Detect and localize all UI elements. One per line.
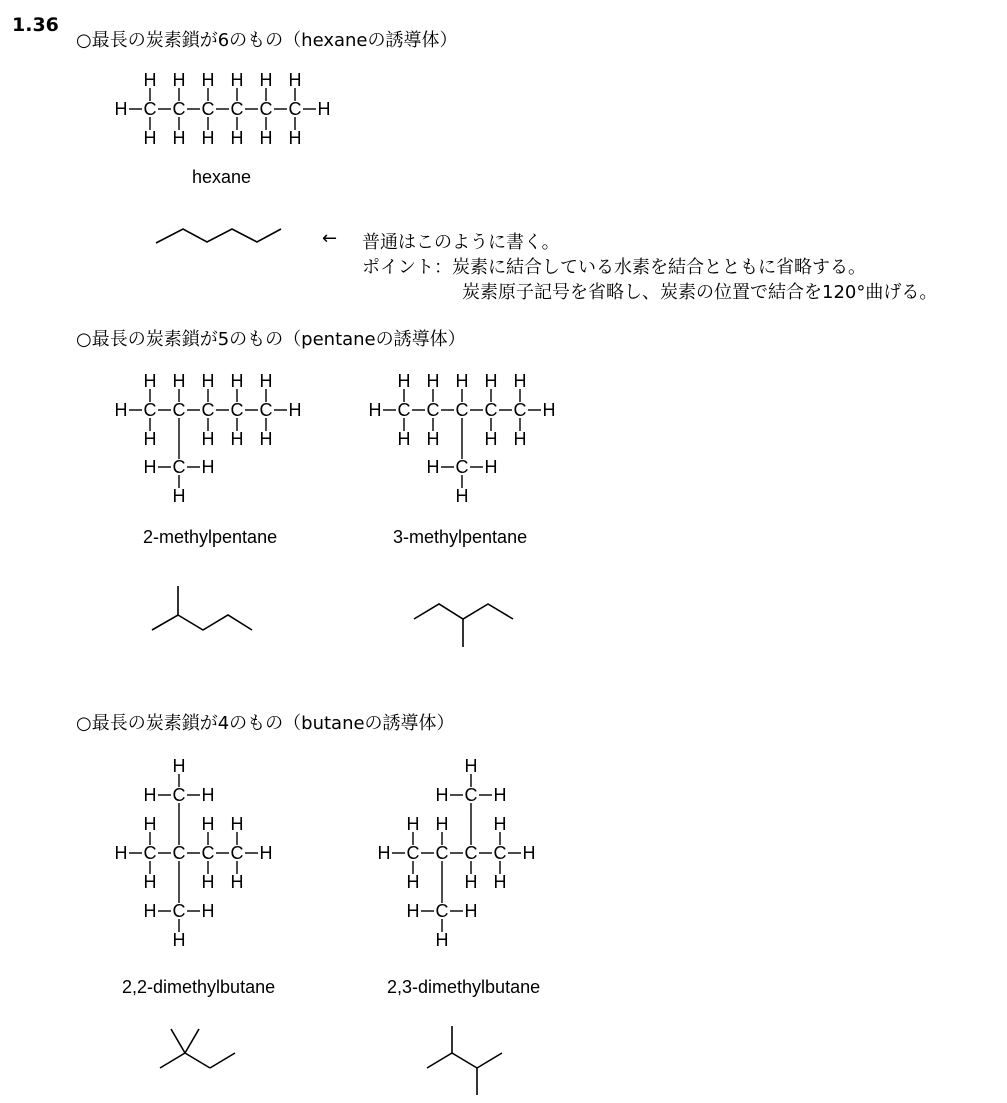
hydrogen-atom: H [201, 457, 215, 477]
hydrogen-atom: H [397, 429, 411, 449]
skeletal-3-methylpentane [414, 604, 513, 647]
hydrogen-atom: H [259, 843, 273, 863]
hydrogen-atom: H [493, 785, 507, 805]
hydrogen-atom: H [426, 371, 440, 391]
skeletal-2-2-dimethylbutane [160, 1029, 235, 1068]
hydrogen-atom: H [484, 457, 498, 477]
carbon-atom: C [455, 457, 469, 477]
carbon-atom: C [172, 901, 186, 921]
hydrogen-atom: H [143, 814, 157, 834]
carbon-atom: C [172, 785, 186, 805]
hydrogen-atom: H [201, 371, 215, 391]
hydrogen-atom: H [172, 486, 186, 506]
carbon-atom: C [172, 99, 186, 119]
hydrogen-atom: H [406, 901, 420, 921]
hydrogen-atom: H [230, 70, 244, 90]
hydrogen-atom: H [484, 429, 498, 449]
carbon-atom: C [397, 400, 411, 420]
hydrogen-atom: H [143, 785, 157, 805]
hydrogen-atom: H [426, 457, 440, 477]
hydrogen-atom: H [259, 70, 273, 90]
hydrogen-atom: H [172, 756, 186, 776]
hydrogen-atom: H [368, 400, 382, 420]
hydrogen-atom: H [114, 843, 128, 863]
hydrogen-atom: H [201, 872, 215, 892]
hydrogen-atom: H [397, 371, 411, 391]
carbon-atom: C [435, 901, 449, 921]
hydrogen-atom: H [230, 872, 244, 892]
carbon-atom: C [259, 400, 273, 420]
hydrogen-atom: H [143, 429, 157, 449]
hydrogen-atom: H [288, 128, 302, 148]
carbon-atom: C [172, 843, 186, 863]
hydrogen-atom: H [143, 457, 157, 477]
hydrogen-atom: H [542, 400, 556, 420]
hydrogen-atom: H [143, 70, 157, 90]
hydrogen-atom: H [484, 371, 498, 391]
arrow-glyph: ← [322, 228, 338, 249]
carbon-atom: C [484, 400, 498, 420]
skeletal-hexane [156, 229, 281, 243]
carbon-atom: C [259, 99, 273, 119]
compound-name-2-2-dimethylbutane: 2,2-dimethylbutane [122, 977, 276, 997]
hydrogen-atom: H [201, 429, 215, 449]
carbon-atom: C [493, 843, 507, 863]
hydrogen-atom: H [172, 371, 186, 391]
hydrogen-atom: H [435, 814, 449, 834]
carbon-atom: C [143, 843, 157, 863]
note-line-3: 炭素原子記号を省略し、炭素の位置で結合を120°曲げる。 [462, 282, 938, 303]
carbon-atom: C [230, 843, 244, 863]
hydrogen-atom: H [201, 70, 215, 90]
hydrogen-atom: H [513, 371, 527, 391]
carbon-atom: C [288, 99, 302, 119]
hydrogen-atom: H [464, 901, 478, 921]
hydrogen-atom: H [513, 429, 527, 449]
carbon-atom: C [201, 99, 215, 119]
carbon-atom: C [455, 400, 469, 420]
compound-name-hexane: hexane [192, 167, 252, 187]
note-line-2: ポイント：炭素に結合している水素を結合とともに省略する。 [362, 257, 866, 278]
carbon-atom: C [426, 400, 440, 420]
hydrogen-atom: H [201, 128, 215, 148]
hydrogen-atom: H [230, 128, 244, 148]
hydrogen-atom: H [464, 872, 478, 892]
hydrogen-atom: H [455, 371, 469, 391]
carbon-atom: C [172, 400, 186, 420]
hydrogen-atom: H [317, 99, 331, 119]
carbon-atom: C [435, 843, 449, 863]
hydrogen-atom: H [143, 872, 157, 892]
problem-number: 1.36 [12, 14, 59, 36]
carbon-atom: C [464, 785, 478, 805]
hydrogen-atom: H [377, 843, 391, 863]
hydrogen-atom: H [143, 128, 157, 148]
compound-name-2-3-dimethylbutane: 2,3-dimethylbutane [387, 977, 541, 997]
skeletal-2-3-dimethylbutane [427, 1026, 502, 1095]
hydrogen-atom: H [435, 785, 449, 805]
hydrogen-atom: H [201, 785, 215, 805]
section-heading-hexane: ○最長の炭素鎖が6のもの（hexaneの誘導体） [76, 30, 458, 51]
carbon-atom: C [230, 99, 244, 119]
carbon-atom: C [230, 400, 244, 420]
hydrogen-atom: H [426, 429, 440, 449]
hydrogen-atom: H [493, 872, 507, 892]
carbon-atom: C [172, 457, 186, 477]
hydrogen-atom: H [493, 814, 507, 834]
hydrogen-atom: H [288, 400, 302, 420]
note-line-1: 普通はこのように書く。 [362, 232, 560, 253]
hydrogen-atom: H [435, 930, 449, 950]
hydrogen-atom: H [230, 814, 244, 834]
carbon-atom: C [513, 400, 527, 420]
hydrogen-atom: H [114, 400, 128, 420]
carbon-atom: C [201, 400, 215, 420]
hydrogen-atom: H [455, 486, 469, 506]
section-heading-butane: ○最長の炭素鎖が4のもの（butaneの誘導体） [76, 713, 455, 734]
hydrogen-atom: H [201, 901, 215, 921]
hydrogen-atom: H [406, 872, 420, 892]
hydrogen-atom: H [230, 371, 244, 391]
carbon-atom: C [143, 400, 157, 420]
section-heading-pentane: ○最長の炭素鎖が5のもの（pentaneの誘導体） [76, 329, 466, 350]
hydrogen-atom: H [406, 814, 420, 834]
carbon-atom: C [464, 843, 478, 863]
compound-name-2-methylpentane: 2-methylpentane [143, 527, 278, 547]
hydrogen-atom: H [522, 843, 536, 863]
hydrogen-atom: H [172, 70, 186, 90]
hydrogen-atom: H [143, 371, 157, 391]
hydrogen-atom: H [259, 128, 273, 148]
compound-name-3-methylpentane: 3-methylpentane [393, 527, 528, 547]
carbon-atom: C [406, 843, 420, 863]
hydrogen-atom: H [143, 901, 157, 921]
hydrogen-atom: H [114, 99, 128, 119]
hydrogen-atom: H [201, 814, 215, 834]
hydrogen-atom: H [230, 429, 244, 449]
hydrogen-atom: H [172, 128, 186, 148]
hydrogen-atom: H [259, 429, 273, 449]
carbon-atom: C [143, 99, 157, 119]
hydrogen-atom: H [464, 756, 478, 776]
hydrogen-atom: H [288, 70, 302, 90]
hydrogen-atom: H [259, 371, 273, 391]
carbon-atom: C [201, 843, 215, 863]
skeletal-2-methylpentane [152, 586, 252, 630]
hydrogen-atom: H [172, 930, 186, 950]
